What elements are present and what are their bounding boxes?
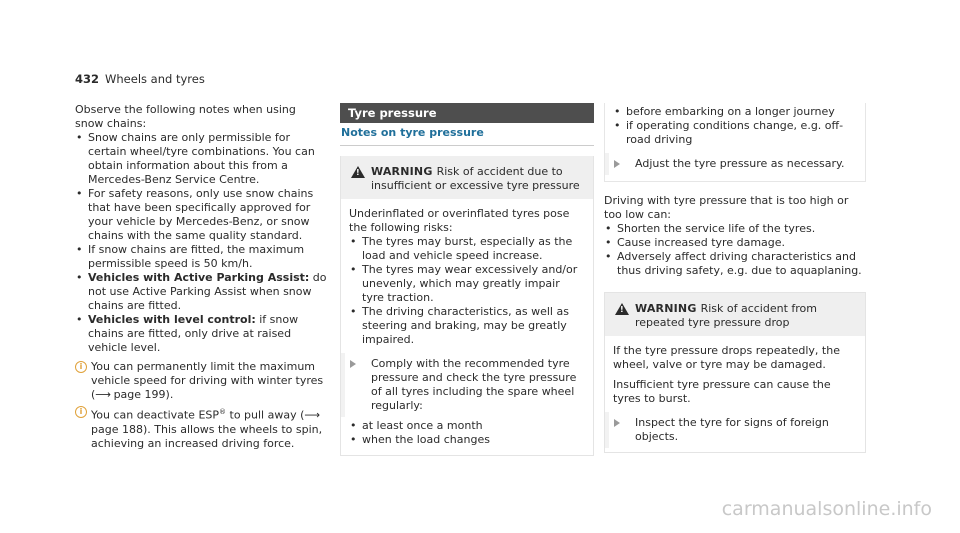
section-title: Tyre pressure bbox=[340, 103, 594, 123]
list-item: • Cause increased tyre damage. bbox=[604, 236, 866, 250]
warning-header: ! WARNING Risk of accident due to insufficient or excessive tyre pressure bbox=[341, 156, 593, 199]
warning-icon bbox=[351, 166, 365, 178]
arrow-right-icon: ⟶ bbox=[304, 408, 320, 422]
subsection-title: Notes on tyre pressure bbox=[340, 126, 594, 146]
note-esp: i You can deactivate ESP® to pull away (⟶ page 188). This allows the wheels to spin, achieving an increased driving force. bbox=[75, 405, 327, 451]
play-icon bbox=[614, 419, 620, 427]
list-item: • when the load changes bbox=[349, 433, 585, 447]
page-link-199[interactable]: page 199 bbox=[113, 388, 166, 401]
action-step: Adjust the tyre pressure as necessary. bbox=[605, 157, 857, 171]
warning-body: If the tyre pressure drops repeatedly, the wheel, valve or tyre may be damaged. Insufficient tyre pressure can cause the tyres to burst. Inspect the tyre for signs of foreign objects. bbox=[605, 336, 865, 452]
info-icon: i bbox=[75, 406, 87, 418]
column-tyre-pressure-cont bbox=[604, 103, 866, 453]
driving-intro: Driving with tyre pressure that is too high or too low can: bbox=[604, 194, 849, 221]
column-tyre-pressure bbox=[340, 103, 594, 456]
warning-header: ! WARNING Risk of accident from repeated tyre pressure drop bbox=[605, 293, 865, 336]
watermark: carmanualsonline.info bbox=[721, 498, 932, 520]
page-header bbox=[75, 72, 205, 86]
action-step: Inspect the tyre for signs of foreign objects. bbox=[605, 416, 857, 444]
page-link-188[interactable]: page 188 bbox=[91, 422, 143, 436]
warning-box bbox=[604, 292, 866, 453]
warning-body: Underinflated or overinflated tyres pose the following risks: • The tyres may burst, especially as the load and vehicle speed increase. • The tyres may wear excessively and/or unevenly, which may greatly impair tyre traction. • The driving characteristics, as well as steering and braking, may be greatly impaired. Comply with the recommended tyre pressure and check the tyre pressure of all tyres including the spare wheel regularly: • at least once a month • when the load changes bbox=[341, 199, 593, 455]
snow-chains-list bbox=[75, 131, 327, 355]
page-number: 432 bbox=[75, 72, 100, 86]
list-item: • Adversely affect driving characteristics and thus driving safety, e.g. due to aquaplaning. bbox=[604, 250, 866, 278]
list-item: • at least once a month bbox=[349, 419, 585, 433]
list-item: • If snow chains are fitted, the maximum permissible speed is 50 km/h. bbox=[75, 243, 327, 271]
list-item: • The driving characteristics, as well as steering and braking, may be greatly impaired. bbox=[349, 305, 585, 347]
list-item: • The tyres may burst, especially as the load and vehicle speed increase. bbox=[349, 235, 585, 263]
arrow-right-icon: ⟶ bbox=[95, 388, 111, 401]
note-speed-limit: i You can permanently limit the maximum vehicle speed for driving with winter tyres (⟶ page 199). bbox=[75, 360, 327, 402]
play-icon bbox=[614, 160, 620, 168]
warning-box bbox=[340, 156, 594, 456]
list-item: • before embarking on a longer journey bbox=[613, 105, 857, 119]
page-title: Wheels and tyres bbox=[105, 72, 205, 86]
play-icon bbox=[350, 360, 356, 368]
list-item: • Snow chains are only permissible for certain wheel/tyre combinations. You can obtain information about this from a Mercedes-Benz Service Centre. bbox=[75, 131, 327, 187]
info-icon: i bbox=[75, 361, 87, 373]
warning-continuation bbox=[604, 103, 866, 182]
effects-list bbox=[604, 222, 866, 278]
list-item: • Vehicles with Active Parking Assist: do not use Active Parking Assist when snow chains are fitted. bbox=[75, 271, 327, 313]
checks-list-cont bbox=[613, 103, 857, 147]
warning-icon bbox=[615, 303, 629, 315]
column-snow-chains bbox=[75, 103, 327, 451]
list-item: • Shorten the service life of the tyres. bbox=[604, 222, 866, 236]
action-step: Comply with the recommended tyre pressure and check the tyre pressure of all tyres including the spare wheel regularly: bbox=[341, 357, 585, 413]
list-item: • if operating conditions change, e.g. off-road driving bbox=[613, 119, 857, 147]
checks-list bbox=[349, 419, 585, 447]
list-item: • For safety reasons, only use snow chains that have been specifically approved for your vehicle by Mercedes-Benz, or snow chains with the same quality standard. bbox=[75, 187, 327, 243]
list-item: • Vehicles with level control: if snow chains are fitted, only drive at raised vehicle level. bbox=[75, 313, 327, 355]
list-item: • The tyres may wear excessively and/or unevenly, which may greatly impair tyre traction. bbox=[349, 263, 585, 305]
snow-chains-intro: Observe the following notes when using snow chains: bbox=[75, 103, 296, 130]
risks-list bbox=[349, 235, 585, 347]
